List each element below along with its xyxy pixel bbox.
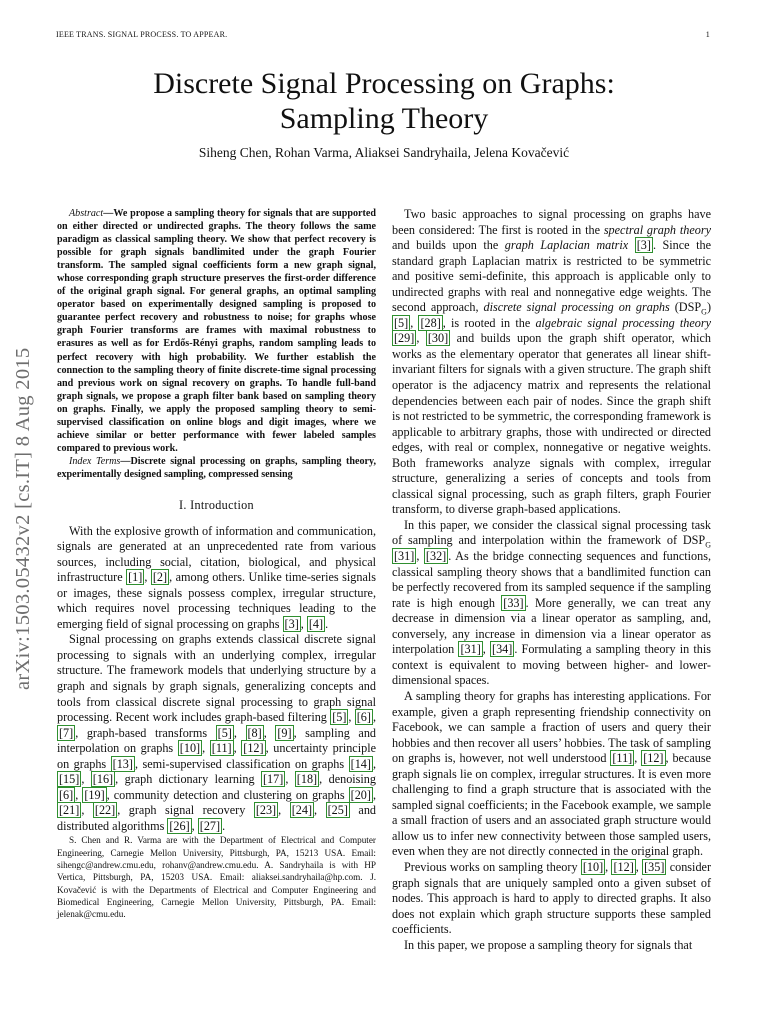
citation[interactable]: [20] bbox=[350, 787, 371, 802]
citation[interactable]: [12] bbox=[613, 859, 634, 874]
intro-paragraph-4: In this paper, we consider the classical signal processing task of sampling and interpolation within the framework of $DSP_G$ [31] , [32] . As the bridge connecting sequences and functions, classical sampling theory shows that a bandlimited function can be perfectly recovered from its sampled sequence if the sampling rate is high enough [33] . More generally, we can treat any decrease in dimension via a linear operator as sampling, and, conversely, any increase in dimension via a linear operator as interpolation [31] , [34] . Formulating a sampling theory in this context is equivalent to moving between higher- and lower-dimensional spaces. bbox=[392, 517, 712, 688]
citation[interactable]: [22] bbox=[94, 803, 116, 818]
citation[interactable]: [24] bbox=[291, 803, 313, 818]
right-column bbox=[392, 207, 711, 953]
abstract bbox=[57, 207, 376, 455]
citation[interactable]: [29] bbox=[394, 331, 415, 346]
citation[interactable]: [12] bbox=[243, 741, 264, 756]
intro-paragraph-1: With the explosive growth of information and communication, signals are generated at an unprecedented rate from various sources, including social, citation, biological, and physical infrastructure [1] , [2] , among others. Unlike time-series signals or images, these signals possess complex, irregular structure, which requires novel processing techniques leading to the emerging field of signal processing on graphs [3] , [4] . bbox=[57, 523, 377, 631]
citation[interactable]: [5] bbox=[217, 725, 232, 740]
citation[interactable]: [33] bbox=[503, 595, 524, 610]
citation[interactable]: [15] bbox=[59, 772, 80, 787]
citation[interactable]: [2] bbox=[152, 570, 168, 585]
section-heading-introduction: I. Introduction bbox=[179, 497, 254, 512]
citation[interactable]: [1] bbox=[128, 570, 143, 585]
citation[interactable]: [9] bbox=[277, 725, 292, 740]
intro-paragraph-6: Previous works on sampling theory [10] , [12] , [35] consider graph signals that are uniquely sampled onto a given subset of nodes. This approach is hard to apply to directed graphs. It also does not explain which graph structure supports these sampled coefficients. bbox=[392, 859, 712, 937]
citation[interactable]: [10] bbox=[179, 741, 201, 756]
citation[interactable]: [34] bbox=[492, 642, 513, 657]
citation[interactable]: [31] bbox=[394, 549, 415, 564]
title-line-2: Sampling Theory bbox=[279, 102, 489, 135]
citation[interactable]: [12] bbox=[643, 751, 664, 766]
intro-paragraph-3: Two basic approaches to signal processing on graphs have been considered: The first is rooted in the spectral graph theory and builds upon the graph Laplacian matrix [3] . Since the standard graph Laplacian matrix is restricted to be symmetric and positive semi-definite, this approach is applicable only to undirected graphs with real and nonnegative edge weights. The second approach, discrete signal processing on graphs $(DSP_G)$ [5] , [28] , is rooted in the algebraic signal processing theory [29] , [30] and builds upon the graph shift operator, which works as the elementary operator that generates all linear shift-invariant filters for signals with a given structure. The graph shift operator is the adjacency matrix and represents the relational dependencies between each pair of nodes. Since the graph shift is not restricted to be symmetric, the corresponding framework is applicable to arbitrary graphs, those with undirected or directed edges, with real or complex, nonnegative or negative weights. Both frameworks analyze signals with complex, irregular structure, generalizing a series of concepts and tools from classical signal processing, such as graph filters, graph Fourier transform, to diverse graph-based applications. bbox=[392, 207, 712, 517]
citation[interactable]: [3] bbox=[284, 616, 299, 631]
citation[interactable]: [11] bbox=[211, 741, 232, 756]
journal-name: IEEE TRANS. SIGNAL PROCESS. TO APPEAR. bbox=[56, 30, 228, 39]
citation[interactable]: [26] bbox=[169, 818, 190, 833]
author-affiliation-footnote: S. Chen and R. Varma are with the Department of Electrical and Computer Engineering, Carnegie Mellon University, Pittsburgh, PA, 15213 USA. Email: sihengc@andrew.cmu.edu, rohanv@andrew.cmu.edu. A. Sandryhaila is with HP Vertica, Pittsburgh, PA, 15203 USA. Email: aliaksei.sandryhaila@hp.com. J. Kovačević is with the Departments of Electrical and Computer Engineering and Biomedical Engineering, Carnegie Mellon University, Pittsburgh, PA. Email: jelenak@cmu.edu. bbox=[57, 835, 376, 920]
running-header bbox=[56, 30, 710, 39]
citation[interactable]: [35] bbox=[644, 859, 665, 874]
index-terms-label: Index Terms bbox=[69, 455, 121, 467]
title-line-1: Discrete Signal Processing on Graphs: bbox=[153, 67, 615, 100]
citation[interactable]: [19] bbox=[84, 787, 105, 802]
abstract-label: Abstract bbox=[69, 208, 104, 219]
citation[interactable]: [5] bbox=[332, 710, 347, 725]
citation[interactable]: [17] bbox=[263, 772, 284, 787]
citation[interactable]: [27] bbox=[199, 818, 221, 833]
citation[interactable]: [28] bbox=[420, 315, 441, 330]
citation[interactable]: [6] bbox=[59, 787, 74, 802]
intro-paragraph-5: A sampling theory for graphs has interesting applications. For example, given a graph representing friendship connectivity on Facebook, we can sample a fraction of users and query their hobbies and then recover all users’ hobbies. The task of sampling on graphs is, however, not well understood [11] , [12] , because graph signals lie on complex, irregular structures. It is even more challenging to find a graph structure that is associated with the sampled signal coefficients; in the Facebook example, we sample a small fraction of users and an associated graph structure would allow us to infer new connectivity between those sampled users, even when they are not directly connected in the original graph. bbox=[392, 688, 712, 859]
citation[interactable]: [4] bbox=[308, 616, 324, 631]
citation[interactable]: [23] bbox=[255, 803, 277, 818]
citation[interactable]: [10] bbox=[582, 859, 604, 874]
index-terms-text: —Discrete signal processing on graphs, sampling theory, experimentally designed sampling, compressed sensing bbox=[57, 455, 376, 480]
citation[interactable]: [31] bbox=[460, 642, 481, 657]
citation[interactable]: [11] bbox=[612, 751, 633, 766]
citation[interactable]: [13] bbox=[112, 756, 133, 771]
citation[interactable]: [8] bbox=[247, 725, 262, 740]
citation[interactable]: [5] bbox=[394, 315, 409, 330]
intro-paragraph-2: Signal processing on graphs extends classical discrete signal processing to signals with an underlying complex, irregular structure. The framework models that underlying structure by a graph and signals by graph signals, generalizing concepts and tools from classical discrete signal processing to graph signal processing. Recent work includes graph-based filtering [5] , [6] , [7] , graph-based transforms [5] , [8] , [9] , sampling and interpolation on graphs [10] , [11] , [12] , uncertainty principle on graphs [13] , semi-supervised classification on graphs [14] , [15] , [16] , graph dictionary learning [17] , [18] , denoising [6] , [19] , community detection and clustering on graphs [20] , [21] , [22] , graph signal recovery [23] , [24] , [25] and distributed algorithms [26] , [27] . bbox=[57, 632, 377, 833]
citation[interactable]: [3] bbox=[636, 238, 651, 253]
citation[interactable]: [7] bbox=[59, 725, 74, 740]
author-list: Siheng Chen, Rohan Varma, Aliaksei Sandryhaila, Jelena Kovačević bbox=[198, 145, 570, 160]
citation[interactable]: [25] bbox=[327, 803, 348, 818]
citation[interactable]: [14] bbox=[350, 756, 371, 771]
intro-paragraph-7: In this paper, we propose a sampling theory for signals that bbox=[404, 937, 693, 952]
index-terms bbox=[57, 455, 376, 481]
citation[interactable]: [6] bbox=[356, 710, 371, 725]
abstract-text: —We propose a sampling theory for signals that are supported on either directed or undirected graphs. The theory follows the same paradigm as classical sampling theory. We show that perfect recovery is possible for graph signals bandlimited under the graph Fourier transform. The sampled signal coefficients form a new graph signal, whose corresponding graph structure preserves the first-order difference of the original graph signal. For general graphs, an optimal sampling operator based on experimentally designed sampling is proposed to guarantee perfect recovery and robustness to noise; for graphs whose graph Fourier transforms are frames with maximal robustness to erasures as well as for Erdős-Rényi graphs, random sampling leads to perfect recovery with high probability. We further establish the connection to the sampling theory of finite discrete-time signal processing and previous work on signal recovery on graphs. To handle full-band graph signals, we propose a graph filter bank based on sampling theory on graphs. Finally, we apply the proposed sampling theory to semi-supervised classification on online blogs and digit images, where we achieve similar or better performance with fewer labeled samples compared to previous work. bbox=[57, 208, 376, 454]
citation[interactable]: [32] bbox=[425, 549, 447, 564]
left-column bbox=[57, 207, 376, 921]
arxiv-identifier[interactable]: arXiv:1503.05432v2 [cs.IT] 8 Aug 2015 bbox=[12, 347, 34, 690]
citation[interactable]: [18] bbox=[296, 772, 318, 787]
page-number: 1 bbox=[705, 30, 710, 39]
citation[interactable]: [16] bbox=[92, 772, 114, 787]
paper-title bbox=[0, 66, 768, 136]
citation[interactable]: [21] bbox=[59, 803, 80, 818]
citation[interactable]: [30] bbox=[427, 331, 449, 346]
